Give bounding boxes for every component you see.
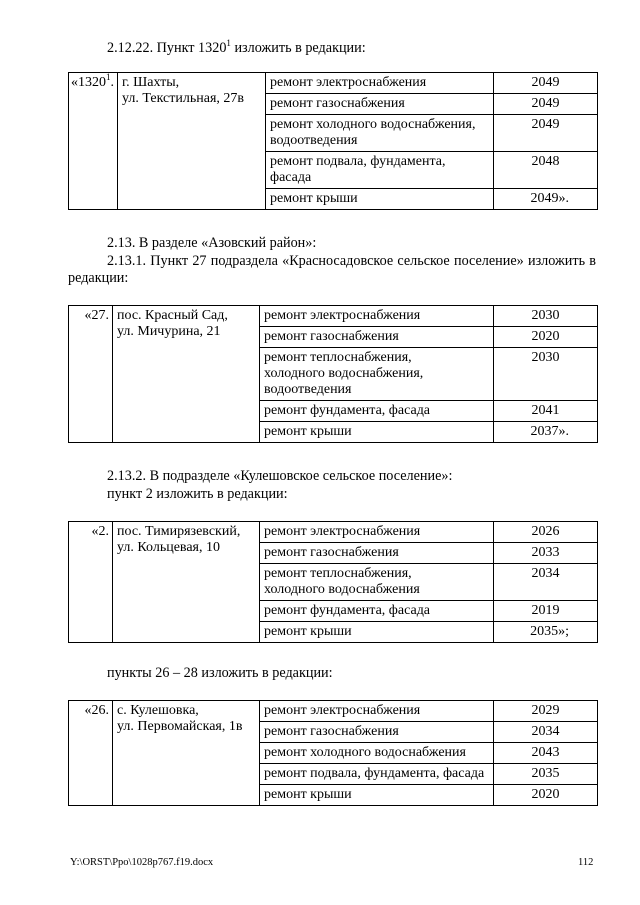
section-heading-2-13-2: 2.13.2. В подразделе «Кулешовское сельское поселение»: bbox=[107, 468, 453, 484]
work-year: 2049 bbox=[494, 73, 598, 94]
footer-page-number: 112 bbox=[578, 857, 594, 868]
item-address: с. Кулешовка, ул. Первомайская, 1в bbox=[113, 701, 260, 806]
table-item-26 bbox=[68, 700, 598, 806]
work-type: ремонт крыши bbox=[260, 785, 494, 806]
table-row bbox=[69, 73, 598, 94]
footer-file-path: Y:\ORST\Ppo\1028p767.f19.docx bbox=[70, 857, 214, 868]
work-type: ремонт электроснабжения bbox=[266, 73, 494, 94]
heading-text: 2.12.22. Пункт 1320 bbox=[107, 40, 227, 56]
work-year: 2043 bbox=[494, 743, 598, 764]
work-type: ремонт электроснабжения bbox=[260, 306, 494, 327]
work-year: 2035»; bbox=[494, 622, 598, 643]
item-number: «2. bbox=[69, 522, 113, 643]
work-type: ремонт газоснабжения bbox=[266, 94, 494, 115]
work-year: 2034 bbox=[494, 722, 598, 743]
work-year: 2030 bbox=[494, 306, 598, 327]
work-type: ремонт холодного водоснабжения, водоотведения bbox=[266, 115, 494, 152]
work-type: ремонт фундамента, фасада bbox=[260, 601, 494, 622]
work-year: 2035 bbox=[494, 764, 598, 785]
table-item-2 bbox=[68, 521, 598, 643]
work-year: 2041 bbox=[494, 401, 598, 422]
work-year: 2049 bbox=[494, 115, 598, 152]
work-year: 2020 bbox=[494, 327, 598, 348]
work-year: 2037». bbox=[494, 422, 598, 443]
table-item-1320 bbox=[68, 72, 598, 210]
item-number: «27. bbox=[69, 306, 113, 443]
work-type: ремонт газоснабжения bbox=[260, 543, 494, 564]
table-row bbox=[69, 701, 598, 722]
item-number: «1320$^1$. bbox=[69, 73, 118, 210]
work-year: 2020 bbox=[494, 785, 598, 806]
section-subheading-2-13-1: 2.13.1. Пункт 27 подраздела «Красносадовское сельское поселение» изложить в редакции: bbox=[68, 253, 596, 286]
table-item-27 bbox=[68, 305, 598, 443]
work-type: ремонт крыши bbox=[260, 622, 494, 643]
table-row bbox=[69, 306, 598, 327]
work-type: ремонт подвала, фундамента, фасада bbox=[260, 764, 494, 785]
work-year: 2019 bbox=[494, 601, 598, 622]
section-heading-items-26-28: пункты 26 – 28 изложить в редакции: bbox=[107, 665, 333, 681]
work-type: ремонт газоснабжения bbox=[260, 327, 494, 348]
work-year: 2049». bbox=[494, 189, 598, 210]
work-type: ремонт теплоснабжения, холодного водоснабжения bbox=[260, 564, 494, 601]
work-year: 2030 bbox=[494, 348, 598, 401]
section-heading-2-12-22 bbox=[107, 40, 366, 57]
work-year: 2033 bbox=[494, 543, 598, 564]
superscript: 1 bbox=[226, 38, 231, 48]
section-heading-2-13: 2.13. В разделе «Азовский район»: bbox=[107, 235, 317, 251]
table-row bbox=[69, 522, 598, 543]
work-type: ремонт подвала, фундамента, фасада bbox=[266, 152, 494, 189]
work-type: ремонт крыши bbox=[266, 189, 494, 210]
work-year: 2048 bbox=[494, 152, 598, 189]
work-year: 2026 bbox=[494, 522, 598, 543]
work-type: ремонт электроснабжения bbox=[260, 701, 494, 722]
work-type: ремонт фундамента, фасада bbox=[260, 401, 494, 422]
work-year: 2034 bbox=[494, 564, 598, 601]
item-address: пос. Красный Сад, ул. Мичурина, 21 bbox=[113, 306, 260, 443]
work-type: ремонт газоснабжения bbox=[260, 722, 494, 743]
work-type: ремонт теплоснабжения, холодного водоснабжения, водоотведения bbox=[260, 348, 494, 401]
heading-text-tail: изложить в редакции: bbox=[230, 40, 366, 56]
item-address: пос. Тимирязевский, ул. Кольцевая, 10 bbox=[113, 522, 260, 643]
work-type: ремонт электроснабжения bbox=[260, 522, 494, 543]
section-subheading-item-2: пункт 2 изложить в редакции: bbox=[107, 486, 288, 502]
work-year: 2029 bbox=[494, 701, 598, 722]
work-type: ремонт крыши bbox=[260, 422, 494, 443]
item-address: г. Шахты, ул. Текстильная, 27в bbox=[118, 73, 266, 210]
work-type: ремонт холодного водоснабжения bbox=[260, 743, 494, 764]
work-year: 2049 bbox=[494, 94, 598, 115]
item-number: «26. bbox=[69, 701, 113, 806]
